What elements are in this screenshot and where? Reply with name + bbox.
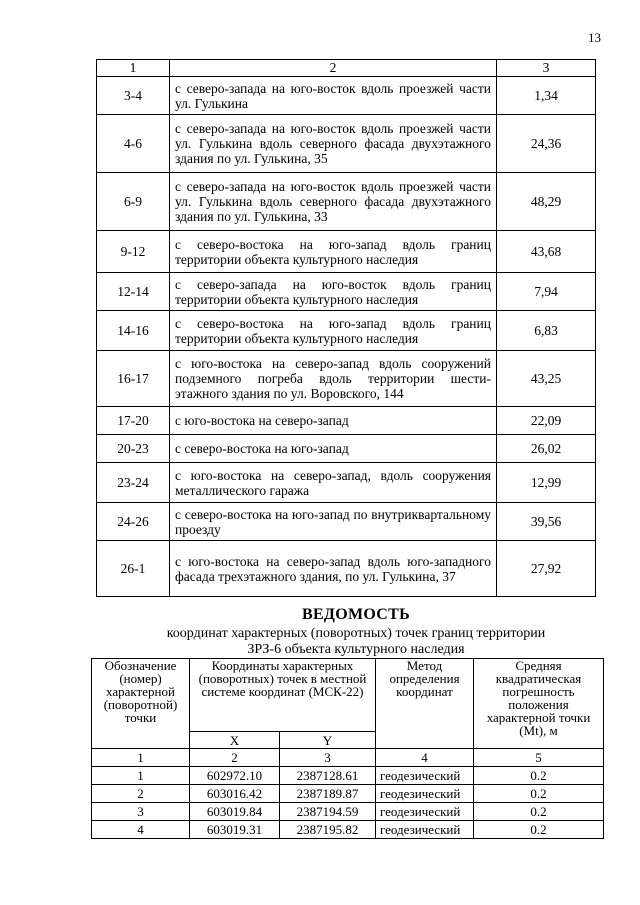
- column-number: 3: [497, 60, 596, 77]
- column-header-method: Метод определения координат: [376, 659, 474, 749]
- table-row: [97, 273, 596, 311]
- table-header-row: [97, 60, 596, 77]
- coordinate-y: 2387189.87: [280, 785, 376, 803]
- segment-description: с юго-востока на северо-запад, вдоль сооружения металлического гаража: [170, 463, 497, 503]
- column-header-coordinates: Координаты характерных (поворотных) точек в местной системе координат (МСК-22): [190, 659, 376, 732]
- page-number: 13: [588, 30, 601, 45]
- coordinate-x: 602972.10: [190, 767, 280, 785]
- table-row: [92, 803, 604, 821]
- column-header-y: Y: [280, 732, 376, 749]
- table-row: [97, 463, 596, 503]
- segment-length: 26,02: [497, 435, 596, 463]
- segment-length: 43,25: [497, 351, 596, 407]
- document-subtitle: ЗРЗ-6 объекта культурного наследия: [247, 642, 465, 657]
- coordinate-y: 2387195.82: [280, 821, 376, 839]
- column-number: 3: [280, 749, 376, 767]
- column-number: 4: [376, 749, 474, 767]
- table-row: [97, 435, 596, 463]
- segment-points: 17-20: [97, 407, 170, 435]
- coordinate-x: 603019.31: [190, 821, 280, 839]
- coordinates-table: [91, 658, 604, 839]
- segment-description: с северо-запада на юго-восток вдоль проезжей части ул. Гулькина вдоль северного фасада двухэтажного здания по ул. Гулькина, 35: [170, 115, 497, 173]
- column-header-error: Средняя квадратическая погрешность положения характерной точки (Mt), м: [474, 659, 604, 749]
- table-numbering-row: [92, 749, 604, 767]
- error-value: 0.2: [474, 767, 604, 785]
- segment-description: с юго-востока на северо-запад вдоль юго-западного фасада трехэтажного здания, по ул. Гулькина, 37: [170, 541, 497, 597]
- table-header-row: [92, 659, 604, 732]
- coordinate-y: 2387128.61: [280, 767, 376, 785]
- document-title: ВЕДОМОСТЬ: [301, 606, 411, 623]
- column-number: 1: [97, 60, 170, 77]
- segment-length: 48,29: [497, 173, 596, 231]
- segment-description: с северо-запада на юго-восток вдоль проезжей части ул. Гулькина: [170, 77, 497, 115]
- table-row: [97, 173, 596, 231]
- error-value: 0.2: [474, 803, 604, 821]
- segment-length: 7,94: [497, 273, 596, 311]
- method: геодезический: [376, 821, 474, 839]
- segment-description: с северо-запада на юго-восток вдоль проезжей части ул. Гулькина вдоль северного фасада двухэтажного здания по ул. Гулькина, 33: [170, 173, 497, 231]
- segment-points: 3-4: [97, 77, 170, 115]
- column-number: 5: [474, 749, 604, 767]
- table-row: [97, 541, 596, 597]
- coordinate-x: 603019.84: [190, 803, 280, 821]
- column-number: 1: [92, 749, 190, 767]
- column-number: 2: [170, 60, 497, 77]
- table-row: [97, 77, 596, 115]
- table-row: [92, 785, 604, 803]
- method: геодезический: [376, 785, 474, 803]
- segment-points: 23-24: [97, 463, 170, 503]
- coordinate-x: 603016.42: [190, 785, 280, 803]
- segment-description: с северо-востока на юго-запад вдоль границ территории объекта культурного наследия: [170, 231, 497, 273]
- method: геодезический: [376, 803, 474, 821]
- table-row: [97, 351, 596, 407]
- table-row: [97, 407, 596, 435]
- point-number: 2: [92, 785, 190, 803]
- table-row: [92, 821, 604, 839]
- table-row: [97, 503, 596, 541]
- table-row: [97, 231, 596, 273]
- segment-length: 24,36: [497, 115, 596, 173]
- point-number: 3: [92, 803, 190, 821]
- segment-length: 22,09: [497, 407, 596, 435]
- table-row: [97, 115, 596, 173]
- segment-points: 4-6: [97, 115, 170, 173]
- document-subtitle: координат характерных (поворотных) точек границ территории: [166, 626, 546, 641]
- error-value: 0.2: [474, 785, 604, 803]
- segment-points: 14-16: [97, 311, 170, 351]
- method: геодезический: [376, 767, 474, 785]
- segment-points: 12-14: [97, 273, 170, 311]
- table-row: [92, 767, 604, 785]
- segment-description: с северо-востока на юго-запад: [170, 435, 497, 463]
- table-row: [97, 311, 596, 351]
- segment-length: 27,92: [497, 541, 596, 597]
- segment-points: 26-1: [97, 541, 170, 597]
- column-header-x: X: [190, 732, 280, 749]
- segment-description: с юго-востока на северо-запад вдоль сооружений подземного погреба вдоль территории шести-этажного здания по ул. Воровского, 144: [170, 351, 497, 407]
- segment-points: 20-23: [97, 435, 170, 463]
- segment-description: с юго-востока на северо-запад: [170, 407, 497, 435]
- segment-points: 16-17: [97, 351, 170, 407]
- column-header-point: Обозначение (номер) характерной (поворотной) точки: [92, 659, 190, 749]
- boundary-segments-table: [96, 59, 596, 597]
- segment-length: 39,56: [497, 503, 596, 541]
- segment-description: с северо-запада на юго-восток вдоль границ территории объекта культурного наследия: [170, 273, 497, 311]
- segment-length: 1,34: [497, 77, 596, 115]
- error-value: 0.2: [474, 821, 604, 839]
- segment-points: 24-26: [97, 503, 170, 541]
- column-number: 2: [190, 749, 280, 767]
- segment-points: 9-12: [97, 231, 170, 273]
- segment-length: 6,83: [497, 311, 596, 351]
- point-number: 1: [92, 767, 190, 785]
- segment-description: с северо-востока на юго-запад вдоль границ территории объекта культурного наследия: [170, 311, 497, 351]
- segment-length: 43,68: [497, 231, 596, 273]
- point-number: 4: [92, 821, 190, 839]
- segment-length: 12,99: [497, 463, 596, 503]
- segment-points: 6-9: [97, 173, 170, 231]
- coordinate-y: 2387194.59: [280, 803, 376, 821]
- segment-description: с северо-востока на юго-запад по внутриквартальному проезду: [170, 503, 497, 541]
